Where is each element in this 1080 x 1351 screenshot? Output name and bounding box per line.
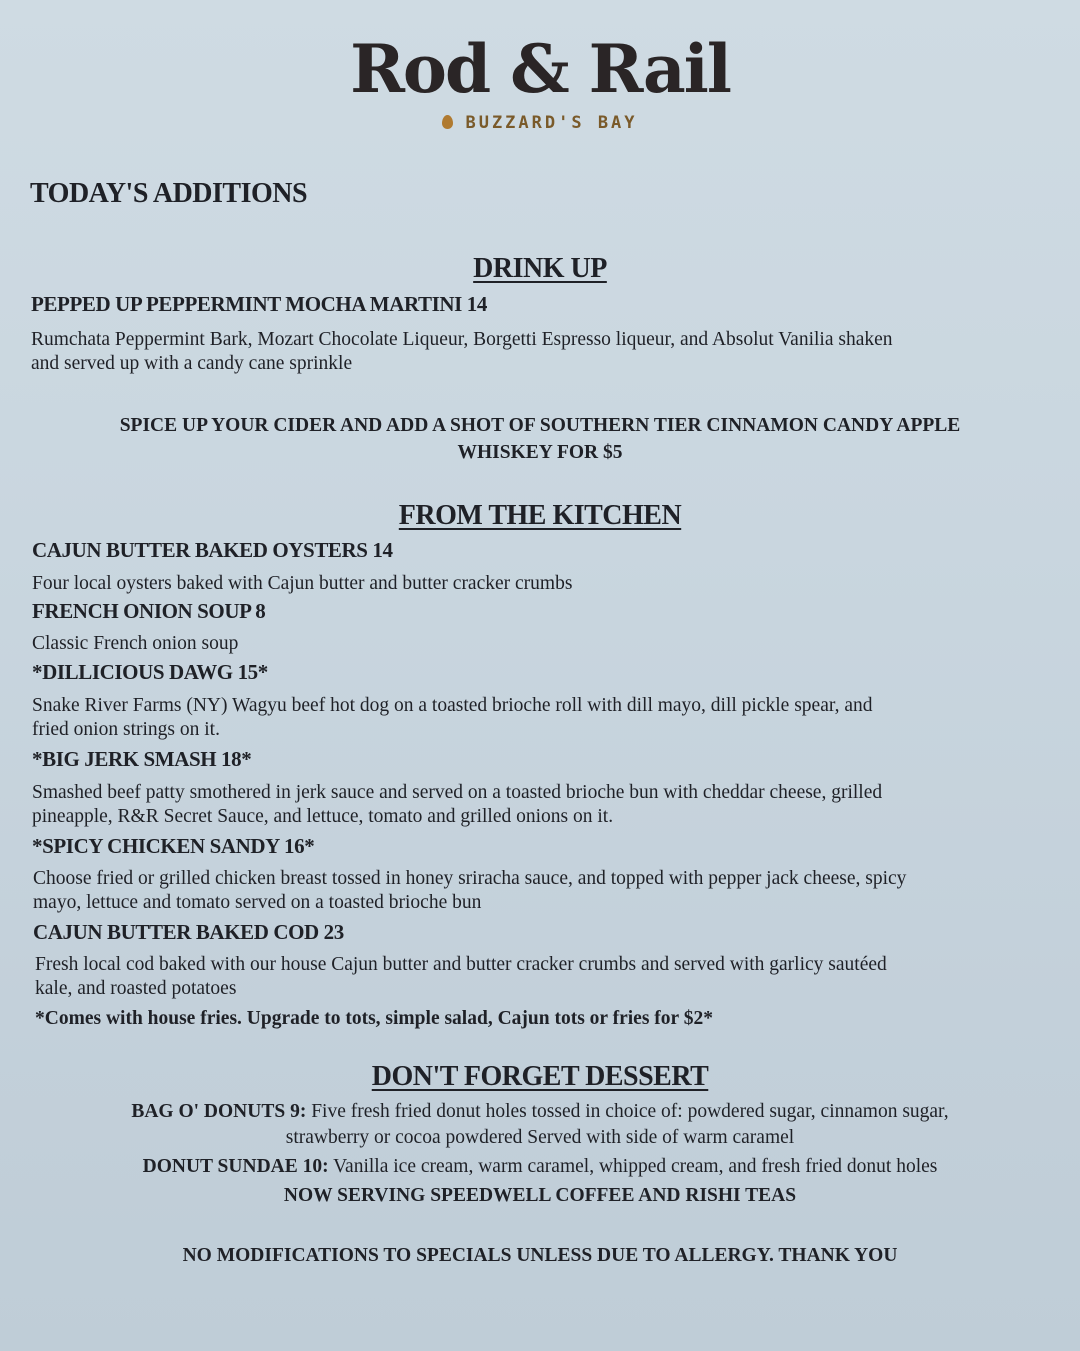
dessert-item-desc: Five fresh fried donut holes tossed in choice of: powdered sugar, cinnamon sugar,: [306, 1101, 949, 1122]
cider-promo-line1: SPICE UP YOUR CIDER AND ADD A SHOT OF SOUTHERN TIER CINNAMON CANDY APPLE: [119, 415, 961, 436]
menu-item-name: *DILLICIOUS DAWG 15*: [32, 660, 268, 684]
menu-item-desc: Four local oysters baked with Cajun butter and butter cracker crumbs: [32, 573, 573, 594]
menu-item-name: CAJUN BUTTER BAKED COD 23: [33, 920, 344, 944]
dessert-item-desc-line2: strawberry or cocoa powdered Served with side of warm caramel: [285, 1127, 795, 1148]
menu-item-desc: Fresh local cod baked with our house Cajun butter and butter cracker crumbs and served with garlicy sautéed: [35, 954, 887, 975]
menu-item-name: CAJUN BUTTER BAKED OYSTERS 14: [32, 538, 393, 562]
drink-item-desc-line1: Rumchata Peppermint Bark, Mozart Chocolate Liqueur, Borgetti Espresso liqueur, and Absolut Vanilia shaken: [31, 329, 893, 350]
dessert-item-name: DONUT SUNDAE 10:: [142, 1156, 329, 1177]
menu-item-desc: kale, and roasted potatoes: [35, 978, 237, 999]
dessert-item-sundae: [0, 1154, 1080, 1180]
menu-item-desc: fried onion strings on it.: [32, 719, 220, 740]
menu-item-desc: pineapple, R&R Secret Sauce, and lettuce, tomato and grilled onions on it.: [32, 806, 614, 827]
menu-item-desc: Classic French onion soup: [32, 633, 239, 654]
drink-item-name: PEPPED UP PEPPERMINT MOCHA MARTINI 14: [31, 292, 487, 316]
section-title-kitchen: FROM THE KITCHEN: [398, 500, 682, 531]
sides-note: *Comes with house fries. Upgrade to tots, simple salad, Cajun tots or fries for $2*: [35, 1008, 713, 1029]
section-title-dessert: DON'T FORGET DESSERT: [371, 1061, 709, 1092]
brand-location: [0, 113, 1080, 133]
menu-item-name: FRENCH ONION SOUP 8: [32, 599, 266, 623]
brand-logo: Rod & Rail: [350, 30, 730, 108]
drink-item-desc-line2: and served up with a candy cane sprinkle: [31, 353, 353, 374]
dessert-item-name: BAG O' DONUTS 9:: [131, 1101, 307, 1122]
menu-item-desc: Choose fried or grilled chicken breast tossed in honey sriracha sauce, and topped with pepper jack cheese, spicy: [33, 868, 907, 889]
location-pin-icon: [442, 115, 453, 129]
menu-item-desc: Snake River Farms (NY) Wagyu beef hot dog on a toasted brioche roll with dill mayo, dill pickle spear, and: [32, 695, 873, 716]
menu-item-name: *BIG JERK SMASH 18*: [32, 747, 252, 771]
dessert-item-donuts: [0, 1099, 1080, 1125]
menu-item-desc: Smashed beef patty smothered in jerk sauce and served on a toasted brioche bun with cheddar cheese, grilled: [32, 782, 883, 803]
page-title: TODAY'S ADDITIONS: [30, 178, 308, 209]
location-label: BUZZARD'S BAY: [465, 113, 638, 133]
cider-promo-line2: WHISKEY FOR $5: [457, 442, 623, 463]
menu-item-name: *SPICY CHICKEN SANDY 16*: [32, 834, 315, 858]
coffee-notice: NOW SERVING SPEEDWELL COFFEE AND RISHI TEAS: [283, 1185, 797, 1206]
menu-item-desc: mayo, lettuce and tomato served on a toasted brioche bun: [33, 892, 482, 913]
footer-notice: NO MODIFICATIONS TO SPECIALS UNLESS DUE TO ALLERGY. THANK YOU: [182, 1245, 898, 1266]
section-title-drinks: DRINK UP: [473, 253, 607, 284]
dessert-item-desc: Vanilla ice cream, warm caramel, whipped cream, and fresh fried donut holes: [328, 1156, 938, 1177]
